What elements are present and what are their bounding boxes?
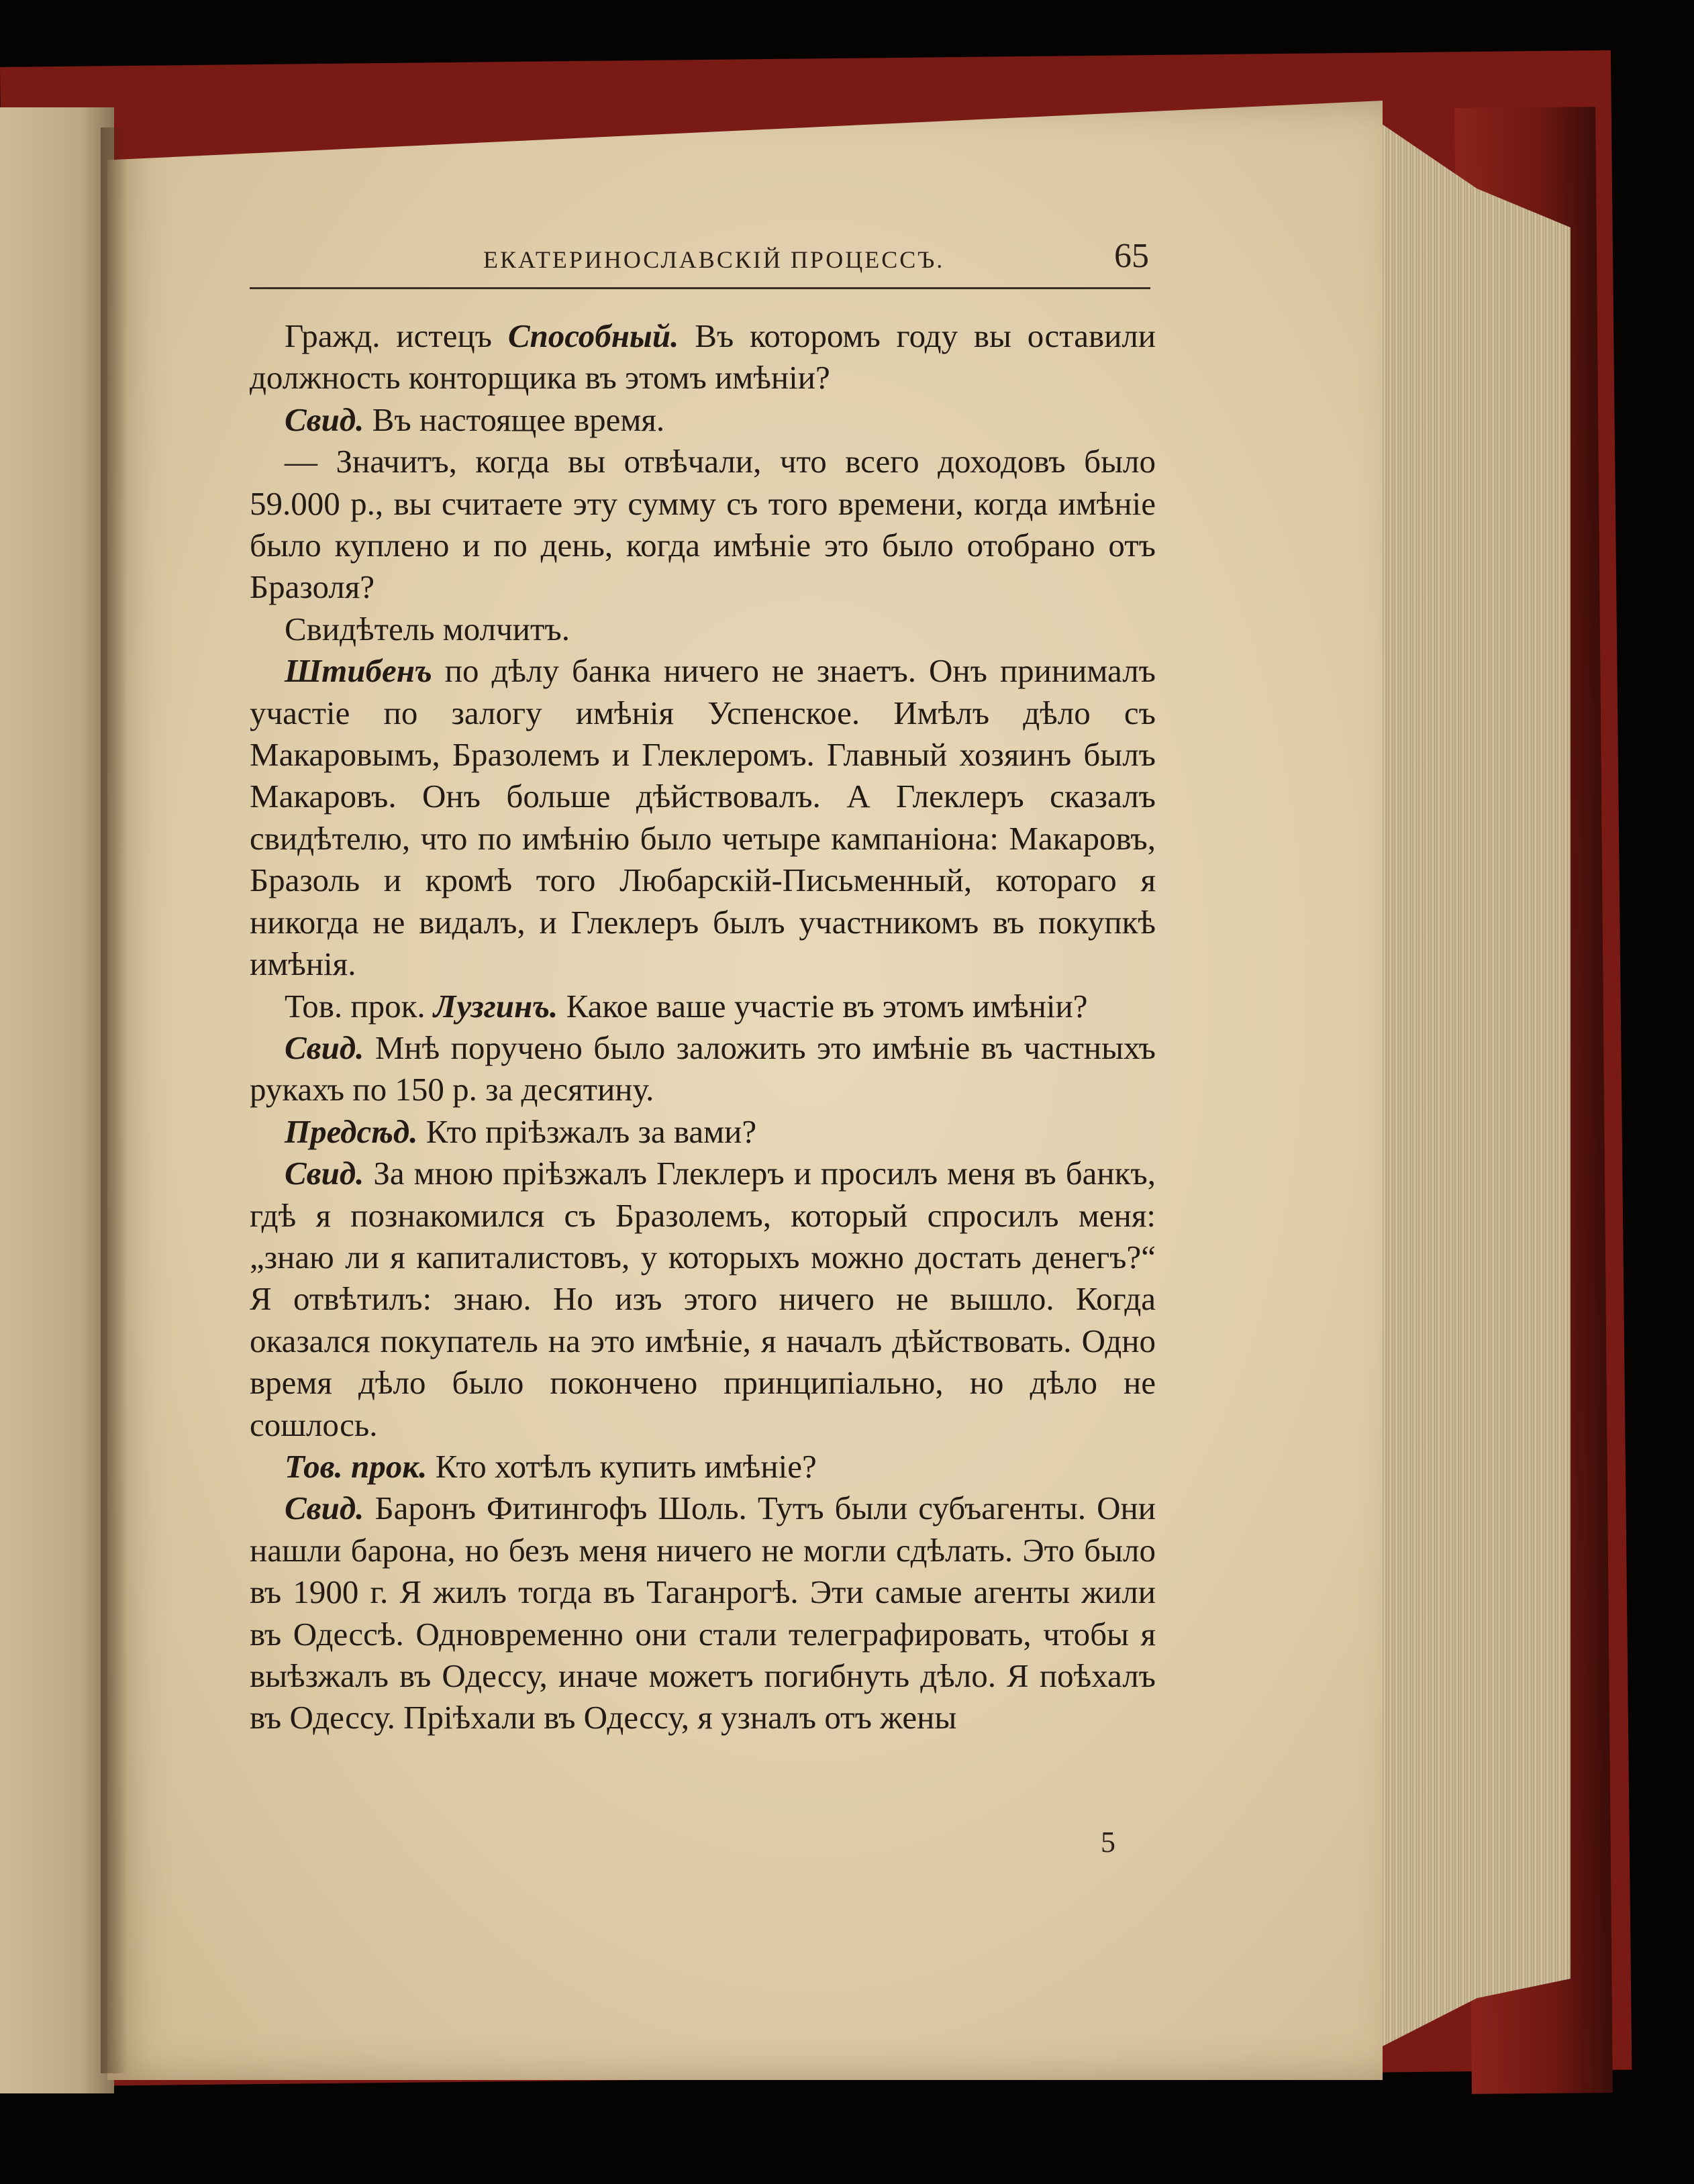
- running-head: ЕКАТЕРИНОСЛАВСКІЙ ПРОЦЕССЪ.: [483, 246, 945, 273]
- page-edges: [1362, 111, 1571, 2057]
- paragraph: Свид. Мнѣ поручено было заложить это имѣніе въ частныхъ рукахъ по 150 р. за десятину.: [250, 1029, 1156, 1108]
- paragraph: Свидѣтель молчитъ.: [285, 610, 570, 647]
- paragraph: Гражд. истецъ Способный. Въ которомъ году вы оставили должность конторщика въ этомъ имѣніи?: [250, 317, 1156, 397]
- speaker-label: Свид.: [285, 1490, 364, 1527]
- body-text: [250, 315, 1156, 1739]
- paragraph: Штибенъ по дѣлу банка ничего не знаетъ. Онъ принималъ участіе по залогу имѣнія Успенское. Имѣлъ дѣло съ Макаровымъ, Бразолемъ и Глеклеромъ. Главный хозяинъ былъ Макаровъ. Онъ больше дѣйствовалъ. А Глеклеръ сказалъ свидѣтелю, что по имѣнію было четыре кампаніона: Макаровъ, Бразоль и кромѣ того Любарскій-Письменный, котораго я никогда не видалъ, и Глеклеръ былъ участникомъ въ покупкѣ имѣнія.: [250, 652, 1156, 983]
- paragraph: Свид. Баронъ Фитингофъ Шоль. Тутъ были субъагенты. Они нашли барона, но безъ меня ничего не могли сдѣлать. Это было въ 1900 г. Я жилъ тогда въ Таганрогѣ. Эти самые агенты жили въ Одессѣ. Одновременно они стали телеграфировать, чтобы я выѣзжалъ въ Одессу, иначе можетъ погибнуть дѣло. Я поѣхалъ въ Одессу. Пріѣхали въ Одессу, я узналъ отъ жены: [250, 1490, 1156, 1736]
- speaker-label: Предсѣд.: [285, 1112, 418, 1150]
- signature-mark: 5: [1101, 1826, 1115, 1859]
- speaker-label: Лузгинъ.: [433, 987, 558, 1025]
- speaker-label: Способный.: [507, 317, 679, 354]
- header-rule: [250, 287, 1150, 289]
- speaker-label: Свид.: [285, 1029, 364, 1066]
- speaker-label: Свид.: [285, 1155, 364, 1192]
- paragraph: — Значитъ, когда вы отвѣчали, что всего доходовъ было 59.000 р., вы считаете эту сумму съ того времени, когда имѣніе было куплено и по день, когда имѣніе это было отобрано отъ Бразоля?: [250, 443, 1156, 606]
- left-page: [0, 107, 114, 2093]
- speaker-label: Штибенъ: [285, 652, 432, 690]
- speaker-label: Свид.: [285, 401, 364, 438]
- paragraph: Тов. прок. Кто хотѣлъ купить имѣніе?: [285, 1447, 817, 1485]
- paragraph: Тов. прок. Лузгинъ. Какое ваше участіе въ этомъ имѣніи?: [285, 987, 1088, 1025]
- page-number: 65: [1114, 237, 1149, 275]
- paragraph: Предсѣд. Кто пріѣзжалъ за вами?: [285, 1112, 757, 1150]
- paragraph: Свид. За мною пріѣзжалъ Глеклеръ и просилъ меня въ банкъ, гдѣ я познакомился съ Бразолемъ, который спросилъ меня: „знаю ли я капиталистовъ, у которыхъ можно достать денегъ?“ Я отвѣтилъ: знаю. Но изъ этого ничего не вышло. Когда оказался покупатель на это имѣніе, я началъ дѣйствовать. Одно время дѣло было покончено принципіально, но дѣло не сошлось.: [250, 1155, 1156, 1443]
- speaker-label: Тов. прок.: [285, 1447, 428, 1485]
- paragraph: Свид. Въ настоящее время.: [285, 401, 665, 438]
- book-gutter: [101, 127, 128, 2073]
